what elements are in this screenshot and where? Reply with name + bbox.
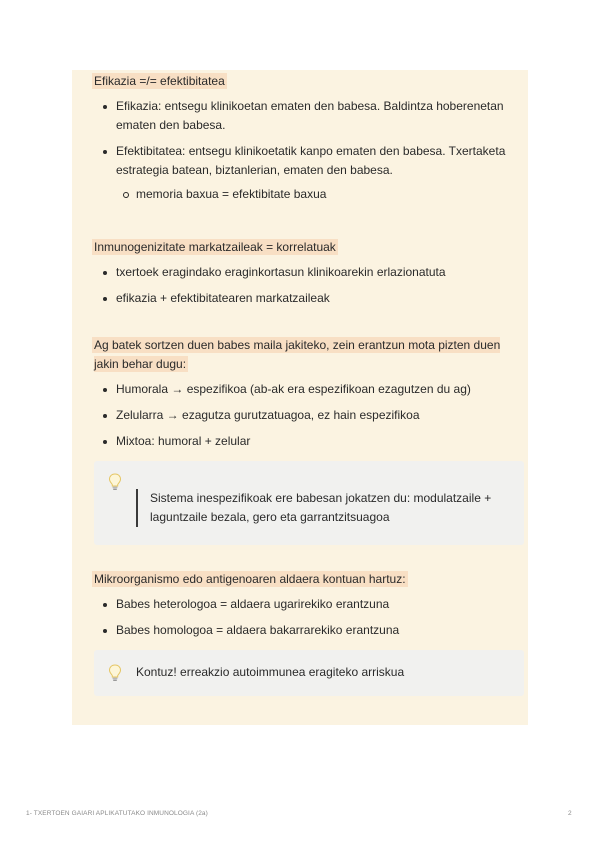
page-content bbox=[94, 72, 524, 721]
lightbulb-icon bbox=[108, 473, 122, 491]
list-item: Efikazia: entsegu klinikoetan ematen den babesa. Baldintza hoberenetan ematen den babesa. bbox=[116, 97, 524, 135]
page-footer-title: 1- TXERTOEN GAIARI APLIKATUTAKO INMUNOLOGIA (2a) bbox=[26, 810, 208, 817]
callout-box bbox=[94, 461, 524, 545]
list-item-efektibitatea bbox=[116, 142, 524, 204]
section-inmunogenizitate bbox=[94, 238, 524, 308]
bullet-list bbox=[94, 263, 524, 308]
bullet-list bbox=[94, 595, 524, 640]
lightbulb-icon bbox=[108, 664, 122, 682]
sub-list-item: memoria baxua = efektibitate baxua bbox=[136, 185, 524, 204]
section-heading: Ag batek sortzen duen babes maila jakiteko, zein erantzun mota pizten duen jakin behar dugu: bbox=[94, 338, 501, 371]
section-babes-maila bbox=[94, 336, 524, 545]
list-item: Mixtoa: humoral + zelular bbox=[116, 432, 524, 451]
list-item: txertoek eragindako eraginkortasun klinikoarekin erlazionatuta bbox=[116, 263, 524, 282]
section-heading: Efikazia =/= efektibitatea bbox=[94, 74, 225, 88]
callout-box bbox=[94, 650, 524, 696]
section-efikazia bbox=[94, 72, 524, 204]
section-aldaera bbox=[94, 570, 524, 696]
callout-quote: Sistema inespezifikoak ere babesan jokatzen du: modulatzaile + laguntzaile bezala, gero eta garrantzitsuagoa bbox=[136, 489, 510, 527]
list-item: Babes homologoa = aldaera bakarrarekiko erantzuna bbox=[116, 621, 524, 640]
sub-list bbox=[116, 185, 524, 204]
bullet-list bbox=[94, 97, 524, 204]
list-item: Zelularra → ezagutza gurutzatuagoa, ez hain espezifikoa bbox=[116, 406, 524, 425]
page-number: 2 bbox=[568, 810, 572, 817]
section-heading: Inmunogenizitate markatzaileak = korrelatuak bbox=[94, 240, 336, 254]
list-item-text: Efektibitatea: entsegu klinikoetatik kanpo ematen den babesa. Txertaketa estrategia batean, biztanlerian, ematen den babesa. bbox=[116, 144, 506, 177]
list-item: efikazia + efektibitatearen markatzaileak bbox=[116, 289, 524, 308]
section-heading: Mikroorganismo edo antigenoaren aldaera kontuan hartuz: bbox=[94, 572, 406, 586]
list-item: Babes heterologoa = aldaera ugarirekiko erantzuna bbox=[116, 595, 524, 614]
list-item: Humorala → espezifikoa (ab-ak era espezifikoan ezagutzen du ag) bbox=[116, 380, 524, 399]
bullet-list bbox=[94, 380, 524, 451]
callout-text: Kontuz! erreakzio autoimmunea eragiteko arriskua bbox=[136, 665, 405, 679]
